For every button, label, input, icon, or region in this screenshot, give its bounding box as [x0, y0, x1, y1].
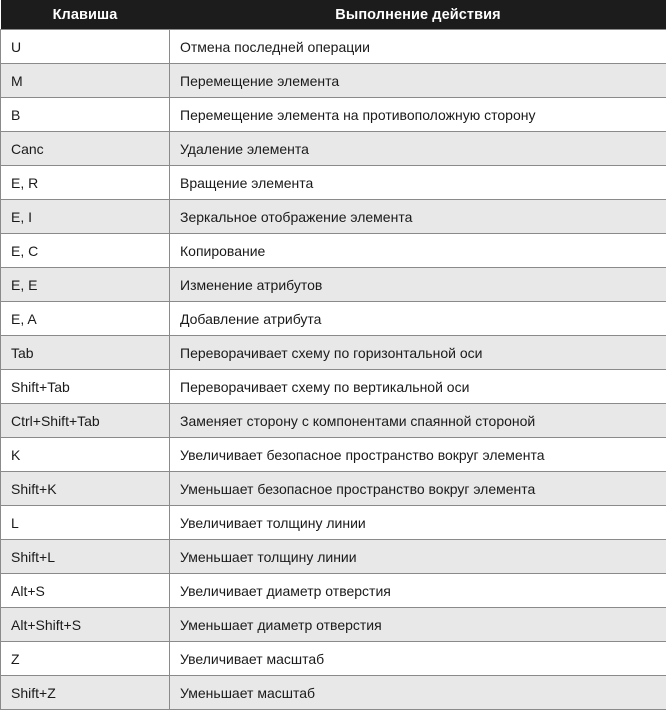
shortcut-key-cell: Shift+Tab — [1, 370, 170, 404]
shortcut-action-cell: Отмена последней операции — [170, 30, 666, 64]
shortcut-action-cell: Копирование — [170, 234, 666, 268]
table-row — [1, 506, 666, 540]
shortcut-key-cell: Shift+K — [1, 472, 170, 506]
table-row — [1, 574, 666, 608]
shortcut-action-cell: Переворачивает схему по горизонтальной оси — [170, 336, 666, 370]
shortcut-key-cell: Ctrl+Shift+Tab — [1, 404, 170, 438]
shortcut-action-cell: Заменяет сторону с компонентами спаянной стороной — [170, 404, 666, 438]
shortcut-action-cell: Увеличивает безопасное пространство вокруг элемента — [170, 438, 666, 472]
table-row — [1, 336, 666, 370]
table-header — [1, 0, 666, 30]
table-row — [1, 370, 666, 404]
shortcut-action-cell: Увеличивает толщину линии — [170, 506, 666, 540]
shortcut-key-cell: K — [1, 438, 170, 472]
shortcut-action-cell: Изменение атрибутов — [170, 268, 666, 302]
table-row — [1, 438, 666, 472]
shortcut-key-cell: Shift+Z — [1, 676, 170, 710]
shortcut-key-cell: Alt+Shift+S — [1, 608, 170, 642]
table-row — [1, 404, 666, 438]
shortcut-key-cell: Tab — [1, 336, 170, 370]
table-row — [1, 64, 666, 98]
shortcut-action-cell: Переворачивает схему по вертикальной оси — [170, 370, 666, 404]
table-row — [1, 472, 666, 506]
shortcut-action-cell: Зеркальное отображение элемента — [170, 200, 666, 234]
shortcut-key-cell: E, E — [1, 268, 170, 302]
shortcut-key-cell: L — [1, 506, 170, 540]
table-row — [1, 642, 666, 676]
table-row — [1, 200, 666, 234]
shortcut-key-cell: E, I — [1, 200, 170, 234]
shortcut-action-cell: Перемещение элемента на противоположную сторону — [170, 98, 666, 132]
table-row — [1, 132, 666, 166]
shortcut-key-cell: M — [1, 64, 170, 98]
shortcut-action-cell: Уменьшает масштаб — [170, 676, 666, 710]
table-row — [1, 302, 666, 336]
shortcut-action-cell: Добавление атрибута — [170, 302, 666, 336]
table-body — [1, 30, 666, 710]
table-row — [1, 540, 666, 574]
shortcut-key-cell: E, R — [1, 166, 170, 200]
shortcut-key-cell: Shift+L — [1, 540, 170, 574]
table-row — [1, 608, 666, 642]
table-row — [1, 676, 666, 710]
table-row — [1, 30, 666, 64]
shortcut-action-cell: Удаление элемента — [170, 132, 666, 166]
shortcut-action-cell: Уменьшает безопасное пространство вокруг элемента — [170, 472, 666, 506]
column-header-action: Выполнение действия — [170, 0, 666, 30]
shortcut-key-cell: Alt+S — [1, 574, 170, 608]
table-row — [1, 166, 666, 200]
shortcut-action-cell: Перемещение элемента — [170, 64, 666, 98]
shortcut-action-cell: Вращение элемента — [170, 166, 666, 200]
table-header-row — [1, 0, 666, 30]
shortcut-action-cell: Увеличивает масштаб — [170, 642, 666, 676]
shortcut-key-cell: Z — [1, 642, 170, 676]
table-row — [1, 98, 666, 132]
table-row — [1, 268, 666, 302]
shortcut-key-cell: Canc — [1, 132, 170, 166]
shortcut-key-cell: U — [1, 30, 170, 64]
shortcut-action-cell: Уменьшает толщину линии — [170, 540, 666, 574]
shortcut-action-cell: Уменьшает диаметр отверстия — [170, 608, 666, 642]
shortcut-action-cell: Увеличивает диаметр отверстия — [170, 574, 666, 608]
shortcut-key-cell: E, C — [1, 234, 170, 268]
shortcut-key-cell: B — [1, 98, 170, 132]
table-row — [1, 234, 666, 268]
shortcut-key-cell: E, A — [1, 302, 170, 336]
column-header-key: Клавиша — [1, 0, 170, 30]
